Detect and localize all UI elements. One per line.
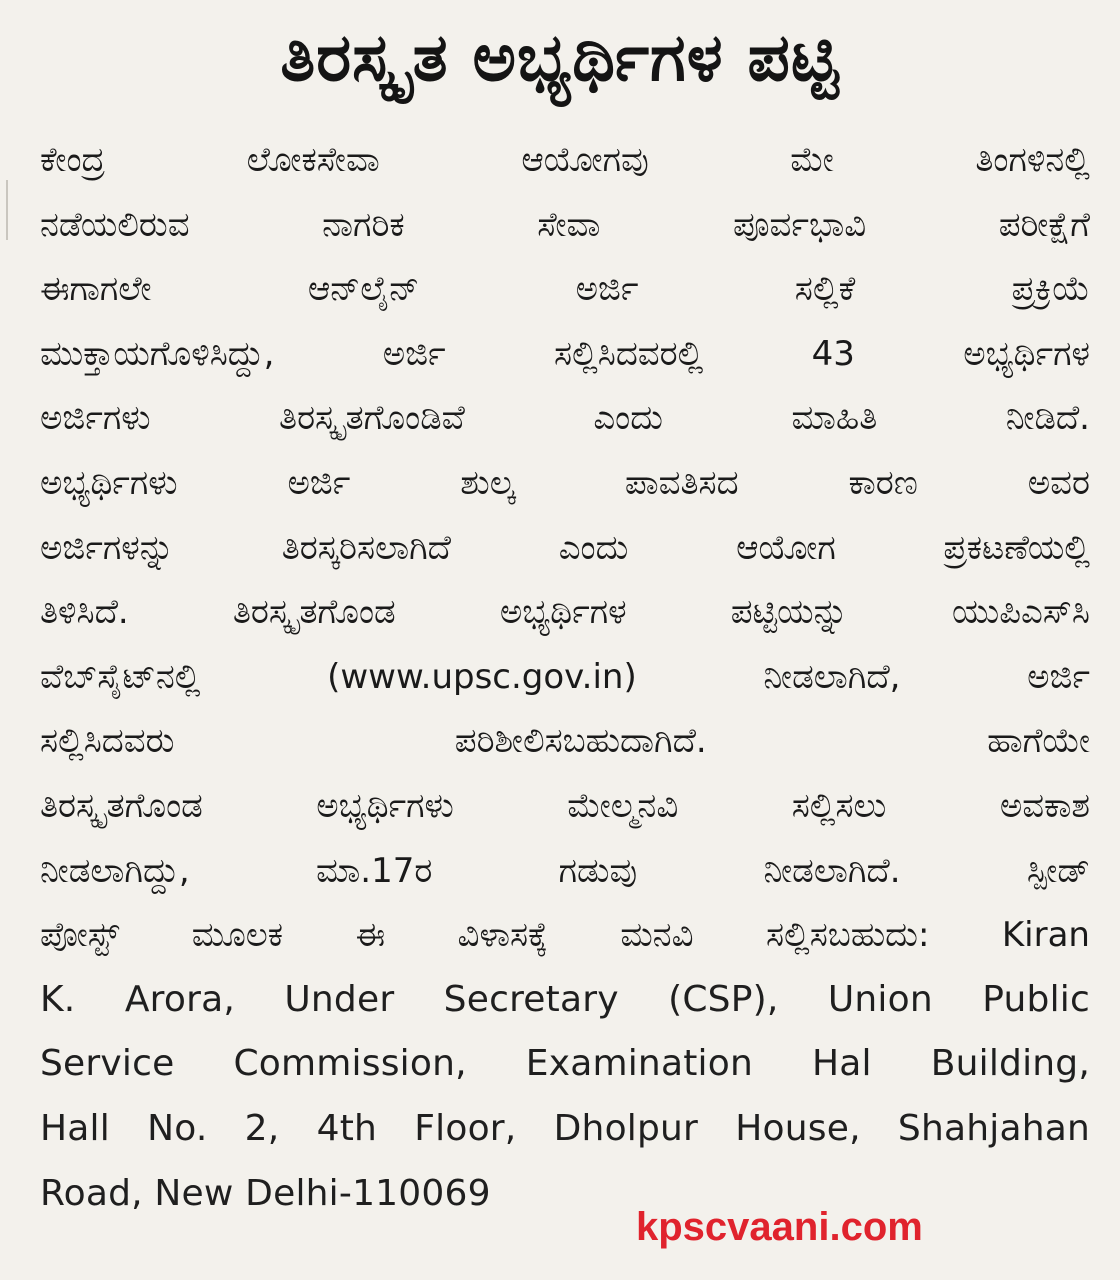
article-line: ನೀಡಲಾಗಿದ್ದು, ಮಾ.17ರ ಗಡುವು ನೀಡಲಾಗಿದೆ. ಸ್ಪೀಡ್ [40, 850, 1090, 891]
article-line: ತಿರಸ್ಕೃತಗೊಂಡ ಅಭ್ಯರ್ಥಿಗಳು ಮೇಲ್ಮನವಿ ಸಲ್ಲಿಸಲು ಅವಕಾಶ [40, 785, 1090, 826]
article-line: ಮುಕ್ತಾಯಗೊಳಿಸಿದ್ದು, ಅರ್ಜಿ ಸಲ್ಲಿಸಿದವರಲ್ಲಿ 43 ಅಭ್ಯರ್ಥಿಗಳ [40, 333, 1090, 374]
article-line: ಈಗಾಗಲೇ ಆನ್‌ಲೈನ್ ಅರ್ಜಿ ಸಲ್ಲಿಕೆ ಪ್ರಕ್ರಿಯೆ [40, 269, 1090, 310]
article-line: ಅಭ್ಯರ್ಥಿಗಳು ಅರ್ಜಿ ಶುಲ್ಕ ಪಾವತಿಸದ ಕಾರಣ ಅವರ [40, 462, 1090, 503]
article-headline: ತಿರಸ್ಕೃತ ಅಭ್ಯರ್ಥಿಗಳ ಪಟ್ಟಿ [280, 19, 840, 96]
article-line: ಕೇಂದ್ರ ಲೋಕಸೇವಾ ಆಯೋಗವು ಮೇ ತಿಂಗಳಿನಲ್ಲಿ [40, 140, 1090, 180]
paper-fold-mark [6, 180, 8, 240]
watermark-url: kpscvaani.com [636, 1205, 923, 1249]
article-line: Service Commission, Examination Hal Building, [40, 1043, 1090, 1085]
article-line: ಸಲ್ಲಿಸಿದವರು ಪರಿಶೀಲಿಸಬಹುದಾಗಿದೆ. ಹಾಗೆಯೇ [40, 721, 1090, 762]
article-line: Road, New Delhi-110069 [40, 1172, 491, 1214]
article-line: ಪೋಸ್ಟ್ ಮೂಲಕ ಈ ವಿಳಾಸಕ್ಕೆ ಮನವಿ ಸಲ್ಲಿಸಬಹುದು: Kiran [40, 915, 1090, 956]
article-line: ವೆಬ್‌ಸೈಟ್‌ನಲ್ಲಿ (www.upsc.gov.in) ನೀಡಲಾಗಿದೆ, ಅರ್ಜಿ [40, 656, 1090, 697]
article-line: ಅರ್ಜಿಗಳನ್ನು ತಿರಸ್ಕರಿಸಲಾಗಿದೆ ಎಂದು ಆಯೋಗ ಪ್ರಕಟಣೆಯಲ್ಲಿ [40, 527, 1090, 568]
article-line: Hall No. 2, 4th Floor, Dholpur House, Shahjahan [40, 1107, 1090, 1149]
article-line: K. Arora, Under Secretary (CSP), Union Public [40, 978, 1090, 1020]
article-line: ತಿಳಿಸಿದೆ. ತಿರಸ್ಕೃತಗೊಂಡ ಅಭ್ಯರ್ಥಿಗಳ ಪಟ್ಟಿಯನ್ನು ಯುಪಿಎಸ್‌ಸಿ [40, 592, 1090, 633]
article-line: ನಡೆಯಲಿರುವ ನಾಗರಿಕ ಸೇವಾ ಪೂರ್ವಭಾವಿ ಪರೀಕ್ಷೆಗೆ [40, 204, 1090, 245]
article-line: ಅರ್ಜಿಗಳು ತಿರಸ್ಕೃತಗೊಂಡಿವೆ ಎಂದು ಮಾಹಿತಿ ನೀಡಿದೆ. [40, 398, 1090, 439]
article-body [40, 128, 1090, 1226]
